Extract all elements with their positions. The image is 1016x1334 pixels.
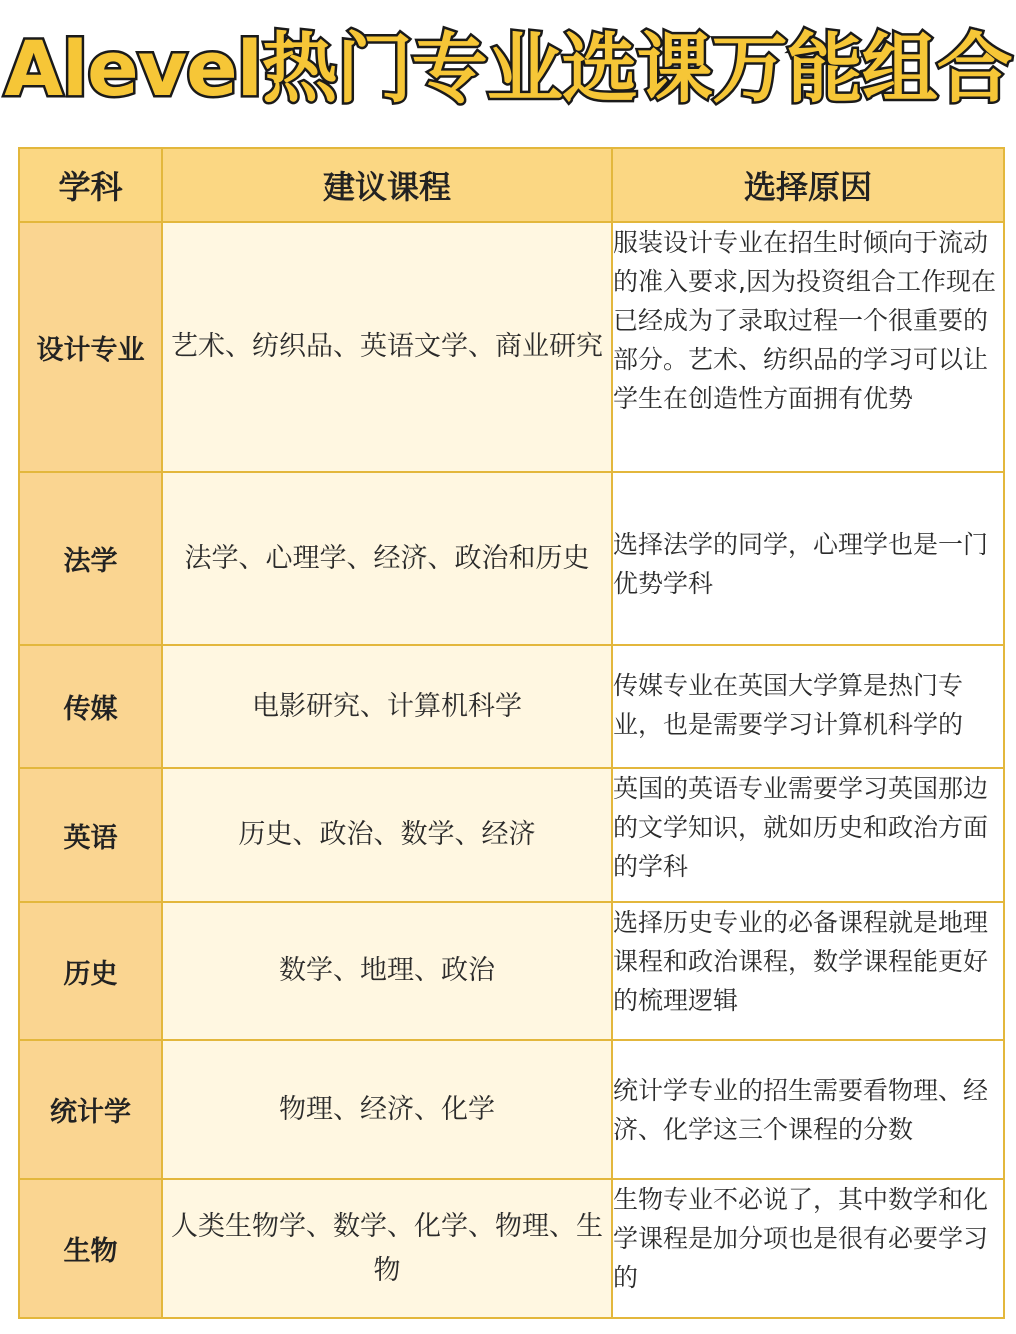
reason-text: 英国的英语专业需要学习英国那边的文学知识，就如历史和政治方面的学科	[613, 774, 989, 881]
reason-cell	[612, 768, 1004, 902]
courses-cell: 历史、政治、数学、经济	[162, 768, 612, 902]
subject-cell: 传媒	[19, 645, 162, 768]
reason-cell	[612, 645, 1004, 768]
table-row	[19, 645, 1004, 768]
subject-cell: 法学	[19, 472, 162, 645]
reason-text: 统计学专业的招生需要看物理、经济、化学这三个课程的分数	[613, 1076, 989, 1144]
reason-cell	[612, 1179, 1004, 1318]
table-row	[19, 1179, 1004, 1318]
courses-cell: 物理、经济、化学	[162, 1040, 612, 1179]
table-row	[19, 768, 1004, 902]
courses-cell: 法学、心理学、经济、政治和历史	[162, 472, 612, 645]
reason-cell	[612, 902, 1004, 1040]
course-table	[18, 147, 1005, 1319]
courses-cell: 艺术、纺织品、英语文学、商业研究	[162, 222, 612, 472]
reason-text: 选择法学的同学，心理学也是一门优势学科	[613, 530, 989, 598]
table-row	[19, 222, 1004, 472]
subject-cell: 生物	[19, 1179, 162, 1318]
header-reason: 选择原因	[612, 148, 1004, 222]
courses-cell: 人类生物学、数学、化学、物理、生物	[162, 1179, 612, 1318]
reason-cell	[612, 472, 1004, 645]
subject-cell: 统计学	[19, 1040, 162, 1179]
table-row	[19, 902, 1004, 1040]
reason-text: 服装设计专业在招生时倾向于流动的准入要求,因为投资组合工作现在已经成为了录取过程一个很重要的部分。艺术、纺织品的学习可以让学生在创造性方面拥有优势	[613, 228, 996, 413]
header-courses: 建议课程	[162, 148, 612, 222]
reason-text: 选择历史专业的必备课程就是地理课程和政治课程，数学课程能更好的梳理逻辑	[613, 908, 989, 1015]
reason-text: 传媒专业在英国大学算是热门专业，也是需要学习计算机科学的	[613, 671, 964, 739]
reason-cell	[612, 1040, 1004, 1179]
table-row	[19, 1040, 1004, 1179]
table-row	[19, 472, 1004, 645]
subject-cell: 历史	[19, 902, 162, 1040]
courses-cell: 电影研究、计算机科学	[162, 645, 612, 768]
courses-cell: 数学、地理、政治	[162, 902, 612, 1040]
header-subject: 学科	[19, 148, 162, 222]
table-header-row	[19, 148, 1004, 222]
page-title: Alevel热门专业选课万能组合	[4, 24, 1012, 113]
reason-cell	[612, 222, 1004, 472]
subject-cell: 设计专业	[19, 222, 162, 472]
subject-cell: 英语	[19, 768, 162, 902]
reason-text: 生物专业不必说了，其中数学和化学课程是加分项也是很有必要学习的	[613, 1185, 989, 1292]
